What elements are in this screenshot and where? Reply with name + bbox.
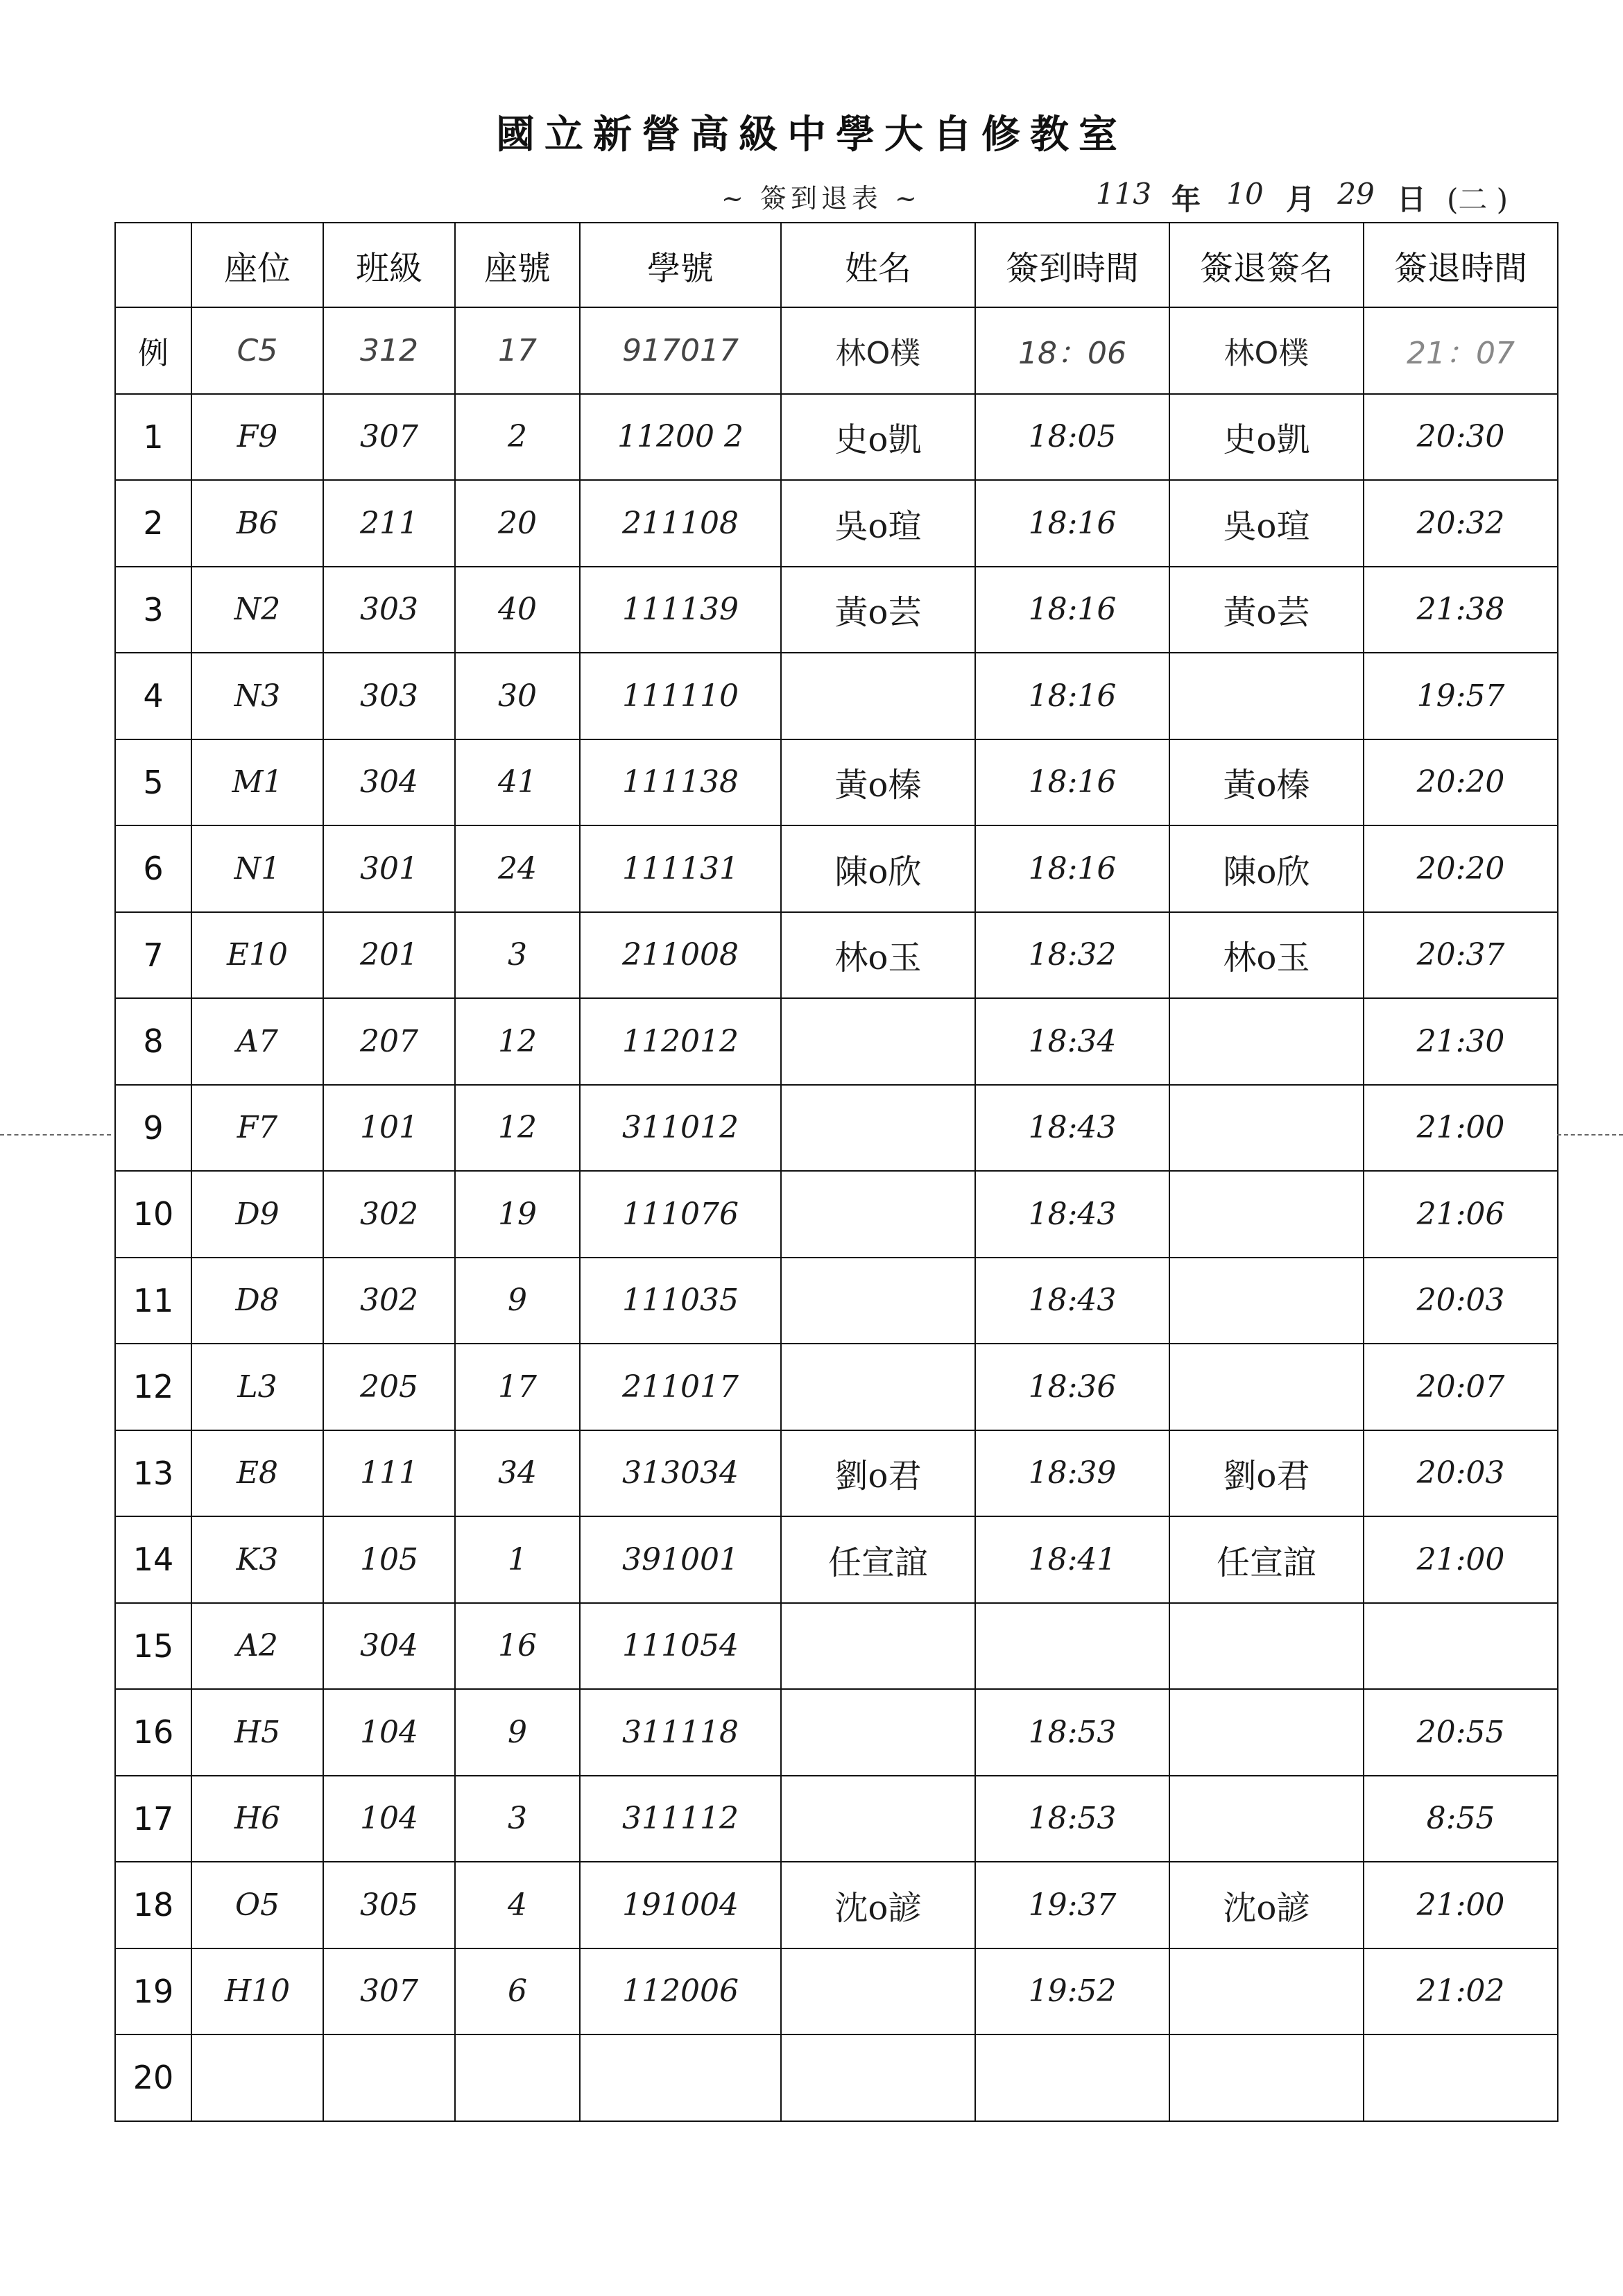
signout-signature-cell: 黃o芸 bbox=[1169, 567, 1364, 653]
seat-number-cell: 9 bbox=[455, 1689, 580, 1776]
student-id-cell: 111139 bbox=[580, 567, 781, 653]
fold-line-left bbox=[0, 1134, 111, 1136]
checkout-time-cell: 21:30 bbox=[1364, 998, 1558, 1085]
header-row-number bbox=[115, 223, 191, 307]
signout-signature-cell bbox=[1169, 1171, 1364, 1258]
student-id-cell: 311012 bbox=[580, 1085, 781, 1172]
date-weekday: (二 ) bbox=[1446, 182, 1509, 216]
table-row bbox=[115, 1344, 1558, 1430]
row-number: 8 bbox=[115, 998, 191, 1085]
table-row bbox=[115, 1689, 1558, 1776]
seat-number-cell: 19 bbox=[455, 1171, 580, 1258]
table-row bbox=[115, 739, 1558, 826]
name-signature-cell bbox=[781, 1689, 975, 1776]
seat-number-cell: 17 bbox=[455, 1344, 580, 1430]
signout-signature-cell bbox=[1169, 653, 1364, 739]
seat-cell: N2 bbox=[191, 567, 323, 653]
seat-cell bbox=[191, 2034, 323, 2121]
student-id-cell: 111054 bbox=[580, 1603, 781, 1690]
signout-signature-cell bbox=[1169, 2034, 1364, 2121]
class-cell: 104 bbox=[323, 1776, 455, 1862]
row-number: 6 bbox=[115, 825, 191, 912]
name-signature-cell: 黃o芸 bbox=[781, 567, 975, 653]
table-row bbox=[115, 2034, 1558, 2121]
signout-signature-cell bbox=[1169, 1776, 1364, 1862]
seat-cell: H10 bbox=[191, 1948, 323, 2035]
seat-cell: E8 bbox=[191, 1430, 323, 1517]
student-id-cell: 211017 bbox=[580, 1344, 781, 1430]
signout-signature-cell bbox=[1169, 1258, 1364, 1344]
row-number: 14 bbox=[115, 1516, 191, 1603]
seat-number-cell: 16 bbox=[455, 1603, 580, 1690]
checkin-time-cell: 19:37 bbox=[975, 1862, 1169, 1948]
class-cell: 305 bbox=[323, 1862, 455, 1948]
signout-signature-cell: 任宣誼 bbox=[1169, 1516, 1364, 1603]
name-signature-cell bbox=[781, 1344, 975, 1430]
checkin-time-cell: 18:32 bbox=[975, 912, 1169, 999]
name-signature-cell bbox=[781, 1085, 975, 1172]
name-signature-cell bbox=[781, 1171, 975, 1258]
name-signature-cell: 劉o君 bbox=[781, 1430, 975, 1517]
seat-number-cell: 9 bbox=[455, 1258, 580, 1344]
student-id-cell: 111138 bbox=[580, 739, 781, 826]
signout-signature-cell: 黃o榛 bbox=[1169, 739, 1364, 826]
class-cell: 105 bbox=[323, 1516, 455, 1603]
checkout-time-cell: 21:00 bbox=[1364, 1862, 1558, 1948]
seat-cell: H5 bbox=[191, 1689, 323, 1776]
seat-cell: L3 bbox=[191, 1344, 323, 1430]
checkout-time-cell: 20:55 bbox=[1364, 1689, 1558, 1776]
name-signature-cell bbox=[781, 1603, 975, 1690]
class-cell: 307 bbox=[323, 1948, 455, 2035]
checkin-time-cell: 18:34 bbox=[975, 998, 1169, 1085]
checkin-time-cell: 18:16 bbox=[975, 653, 1169, 739]
seat-number-cell: 1 bbox=[455, 1516, 580, 1603]
name-signature-cell: 吳o瑄 bbox=[781, 480, 975, 567]
checkin-time-cell: 18:43 bbox=[975, 1171, 1169, 1258]
header-student-id: 學號 bbox=[580, 223, 781, 307]
checkin-time-cell: 18:53 bbox=[975, 1689, 1169, 1776]
seat-number-cell: 30 bbox=[455, 653, 580, 739]
table-row bbox=[115, 567, 1558, 653]
checkin-time-cell bbox=[975, 1603, 1169, 1690]
student-id-cell: 311112 bbox=[580, 1776, 781, 1862]
checkin-time-cell bbox=[975, 2034, 1169, 2121]
name-signature-cell: 黃o榛 bbox=[781, 739, 975, 826]
signout-signature-cell bbox=[1169, 1689, 1364, 1776]
seat-cell: F7 bbox=[191, 1085, 323, 1172]
table-row bbox=[115, 998, 1558, 1085]
table-row bbox=[115, 1776, 1558, 1862]
checkin-time-cell: 18:16 bbox=[975, 567, 1169, 653]
checkin-time-cell: 18:43 bbox=[975, 1258, 1169, 1344]
seat-cell: K3 bbox=[191, 1516, 323, 1603]
student-id-cell: 211108 bbox=[580, 480, 781, 567]
checkout-time-cell: 21:06 bbox=[1364, 1171, 1558, 1258]
seat-cell: H6 bbox=[191, 1776, 323, 1862]
class-cell: 211 bbox=[323, 480, 455, 567]
checkout-time-cell: 20:03 bbox=[1364, 1430, 1558, 1517]
student-id-cell: 111035 bbox=[580, 1258, 781, 1344]
student-id-cell: 111131 bbox=[580, 825, 781, 912]
class-cell: 104 bbox=[323, 1689, 455, 1776]
row-number: 10 bbox=[115, 1171, 191, 1258]
example-class: 312 bbox=[323, 307, 455, 394]
seat-cell: B6 bbox=[191, 480, 323, 567]
seat-number-cell: 3 bbox=[455, 912, 580, 999]
class-cell: 301 bbox=[323, 825, 455, 912]
signout-signature-cell: 陳o欣 bbox=[1169, 825, 1364, 912]
class-cell: 111 bbox=[323, 1430, 455, 1517]
class-cell: 201 bbox=[323, 912, 455, 999]
student-id-cell: 211008 bbox=[580, 912, 781, 999]
row-number: 15 bbox=[115, 1603, 191, 1690]
checkout-time-cell: 21:00 bbox=[1364, 1516, 1558, 1603]
student-id-cell: 11200 2 bbox=[580, 394, 781, 481]
table-row bbox=[115, 912, 1558, 999]
header-class: 班級 bbox=[323, 223, 455, 307]
example-row bbox=[115, 307, 1558, 394]
name-signature-cell bbox=[781, 998, 975, 1085]
example-label: 例 bbox=[115, 307, 191, 394]
checkout-time-cell: 20:32 bbox=[1364, 480, 1558, 567]
attendance-table bbox=[114, 222, 1558, 2122]
checkin-time-cell: 18:05 bbox=[975, 394, 1169, 481]
row-number: 7 bbox=[115, 912, 191, 999]
seat-number-cell: 2 bbox=[455, 394, 580, 481]
seat-number-cell: 20 bbox=[455, 480, 580, 567]
table-row bbox=[115, 1862, 1558, 1948]
row-number: 2 bbox=[115, 480, 191, 567]
seat-cell: E10 bbox=[191, 912, 323, 999]
example-checkin: 18：06 bbox=[975, 307, 1169, 394]
fold-line-right bbox=[1557, 1134, 1623, 1136]
checkout-time-cell bbox=[1364, 2034, 1558, 2121]
seat-cell: D9 bbox=[191, 1171, 323, 1258]
date-day: 29 bbox=[1337, 177, 1375, 211]
row-number: 16 bbox=[115, 1689, 191, 1776]
checkin-time-cell: 18:53 bbox=[975, 1776, 1169, 1862]
checkout-time-cell: 20:20 bbox=[1364, 825, 1558, 912]
date-day-unit: 日 bbox=[1396, 182, 1426, 216]
seat-number-cell: 6 bbox=[455, 1948, 580, 2035]
seat-cell: F9 bbox=[191, 394, 323, 481]
name-signature-cell bbox=[781, 1948, 975, 2035]
class-cell: 302 bbox=[323, 1171, 455, 1258]
class-cell: 207 bbox=[323, 998, 455, 1085]
signout-signature-cell bbox=[1169, 1085, 1364, 1172]
name-signature-cell bbox=[781, 653, 975, 739]
header-signout-signature: 簽退簽名 bbox=[1169, 223, 1364, 307]
student-id-cell: 311118 bbox=[580, 1689, 781, 1776]
seat-cell: N3 bbox=[191, 653, 323, 739]
seat-number-cell: 41 bbox=[455, 739, 580, 826]
name-signature-cell: 林o玉 bbox=[781, 912, 975, 999]
class-cell: 205 bbox=[323, 1344, 455, 1430]
class-cell bbox=[323, 2034, 455, 2121]
checkout-time-cell: 21:00 bbox=[1364, 1085, 1558, 1172]
checkout-time-cell bbox=[1364, 1603, 1558, 1690]
example-seat: C5 bbox=[191, 307, 323, 394]
row-number: 3 bbox=[115, 567, 191, 653]
checkin-time-cell: 18:41 bbox=[975, 1516, 1169, 1603]
table-row bbox=[115, 825, 1558, 912]
row-number: 5 bbox=[115, 739, 191, 826]
checkout-time-cell: 20:20 bbox=[1364, 739, 1558, 826]
seat-cell: N1 bbox=[191, 825, 323, 912]
row-number: 12 bbox=[115, 1344, 191, 1430]
name-signature-cell bbox=[781, 2034, 975, 2121]
name-signature-cell bbox=[781, 1258, 975, 1344]
checkout-time-cell: 20:30 bbox=[1364, 394, 1558, 481]
seat-number-cell: 40 bbox=[455, 567, 580, 653]
student-id-cell: 313034 bbox=[580, 1430, 781, 1517]
row-number: 9 bbox=[115, 1085, 191, 1172]
class-cell: 304 bbox=[323, 739, 455, 826]
header-seat-number: 座號 bbox=[455, 223, 580, 307]
table-row bbox=[115, 1430, 1558, 1517]
signout-signature-cell: 沈o諺 bbox=[1169, 1862, 1364, 1948]
seat-cell: M1 bbox=[191, 739, 323, 826]
student-id-cell: 391001 bbox=[580, 1516, 781, 1603]
class-cell: 303 bbox=[323, 653, 455, 739]
row-number: 20 bbox=[115, 2034, 191, 2121]
table-header-row bbox=[115, 223, 1558, 307]
table-row bbox=[115, 653, 1558, 739]
table-row bbox=[115, 480, 1558, 567]
name-signature-cell: 沈o諺 bbox=[781, 1862, 975, 1948]
header-checkin-time: 簽到時間 bbox=[975, 223, 1169, 307]
row-number: 4 bbox=[115, 653, 191, 739]
checkout-time-cell: 21:38 bbox=[1364, 567, 1558, 653]
student-id-cell: 112006 bbox=[580, 1948, 781, 2035]
date-year: 113 bbox=[1095, 177, 1152, 211]
seat-number-cell: 12 bbox=[455, 998, 580, 1085]
table-row bbox=[115, 1516, 1558, 1603]
date-line bbox=[1089, 177, 1519, 219]
example-student-id: 917017 bbox=[580, 307, 781, 394]
student-id-cell: 191004 bbox=[580, 1862, 781, 1948]
checkout-time-cell: 19:57 bbox=[1364, 653, 1558, 739]
header-seat: 座位 bbox=[191, 223, 323, 307]
student-id-cell: 111076 bbox=[580, 1171, 781, 1258]
name-signature-cell: 史o凱 bbox=[781, 394, 975, 481]
seat-cell: O5 bbox=[191, 1862, 323, 1948]
example-checkout: 21：07 bbox=[1364, 307, 1558, 394]
seat-cell: A7 bbox=[191, 998, 323, 1085]
student-id-cell bbox=[580, 2034, 781, 2121]
header-checkout-time: 簽退時間 bbox=[1364, 223, 1558, 307]
signout-signature-cell: 史o凱 bbox=[1169, 394, 1364, 481]
table-row bbox=[115, 1258, 1558, 1344]
class-cell: 101 bbox=[323, 1085, 455, 1172]
seat-cell: D8 bbox=[191, 1258, 323, 1344]
student-id-cell: 111110 bbox=[580, 653, 781, 739]
checkout-time-cell: 20:07 bbox=[1364, 1344, 1558, 1430]
signout-signature-cell bbox=[1169, 1948, 1364, 2035]
checkout-time-cell: 20:03 bbox=[1364, 1258, 1558, 1344]
table-row bbox=[115, 1603, 1558, 1690]
checkout-time-cell: 20:37 bbox=[1364, 912, 1558, 999]
seat-number-cell: 34 bbox=[455, 1430, 580, 1517]
signout-signature-cell: 林o玉 bbox=[1169, 912, 1364, 999]
signout-signature-cell bbox=[1169, 1603, 1364, 1690]
checkout-time-cell: 21:02 bbox=[1364, 1948, 1558, 2035]
checkout-time-cell: 8:55 bbox=[1364, 1776, 1558, 1862]
date-month: 10 bbox=[1226, 177, 1264, 211]
seat-number-cell: 4 bbox=[455, 1862, 580, 1948]
header-name: 姓名 bbox=[781, 223, 975, 307]
date-month-unit: 月 bbox=[1285, 182, 1315, 216]
table-row bbox=[115, 1948, 1558, 2035]
checkin-time-cell: 18:16 bbox=[975, 825, 1169, 912]
date-year-unit: 年 bbox=[1171, 182, 1201, 216]
table-row bbox=[115, 1171, 1558, 1258]
row-number: 19 bbox=[115, 1948, 191, 2035]
row-number: 17 bbox=[115, 1776, 191, 1862]
row-number: 11 bbox=[115, 1258, 191, 1344]
document-title: 國立新營高級中學大自修教室 bbox=[496, 112, 1127, 157]
table-row bbox=[115, 1085, 1558, 1172]
example-signout-name: 林O樸 bbox=[1169, 307, 1364, 394]
seat-number-cell: 12 bbox=[455, 1085, 580, 1172]
checkin-time-cell: 18:39 bbox=[975, 1430, 1169, 1517]
seat-number-cell: 24 bbox=[455, 825, 580, 912]
name-signature-cell: 陳o欣 bbox=[781, 825, 975, 912]
checkin-time-cell: 18:16 bbox=[975, 480, 1169, 567]
seat-number-cell: 3 bbox=[455, 1776, 580, 1862]
seat-cell: A2 bbox=[191, 1603, 323, 1690]
signout-signature-cell bbox=[1169, 998, 1364, 1085]
checkin-time-cell: 18:43 bbox=[975, 1085, 1169, 1172]
row-number: 18 bbox=[115, 1862, 191, 1948]
class-cell: 303 bbox=[323, 567, 455, 653]
student-id-cell: 112012 bbox=[580, 998, 781, 1085]
class-cell: 304 bbox=[323, 1603, 455, 1690]
row-number: 13 bbox=[115, 1430, 191, 1517]
signout-signature-cell bbox=[1169, 1344, 1364, 1430]
checkin-time-cell: 19:52 bbox=[975, 1948, 1169, 2035]
document-subtitle: ~ 簽到退表 ~ bbox=[721, 183, 921, 214]
signout-signature-cell: 吳o瑄 bbox=[1169, 480, 1364, 567]
table-row bbox=[115, 394, 1558, 481]
row-number: 1 bbox=[115, 394, 191, 481]
name-signature-cell: 任宣誼 bbox=[781, 1516, 975, 1603]
checkin-time-cell: 18:16 bbox=[975, 739, 1169, 826]
class-cell: 307 bbox=[323, 394, 455, 481]
name-signature-cell bbox=[781, 1776, 975, 1862]
checkin-time-cell: 18:36 bbox=[975, 1344, 1169, 1430]
example-name: 林O樸 bbox=[781, 307, 975, 394]
class-cell: 302 bbox=[323, 1258, 455, 1344]
example-number: 17 bbox=[455, 307, 580, 394]
signout-signature-cell: 劉o君 bbox=[1169, 1430, 1364, 1517]
seat-number-cell bbox=[455, 2034, 580, 2121]
